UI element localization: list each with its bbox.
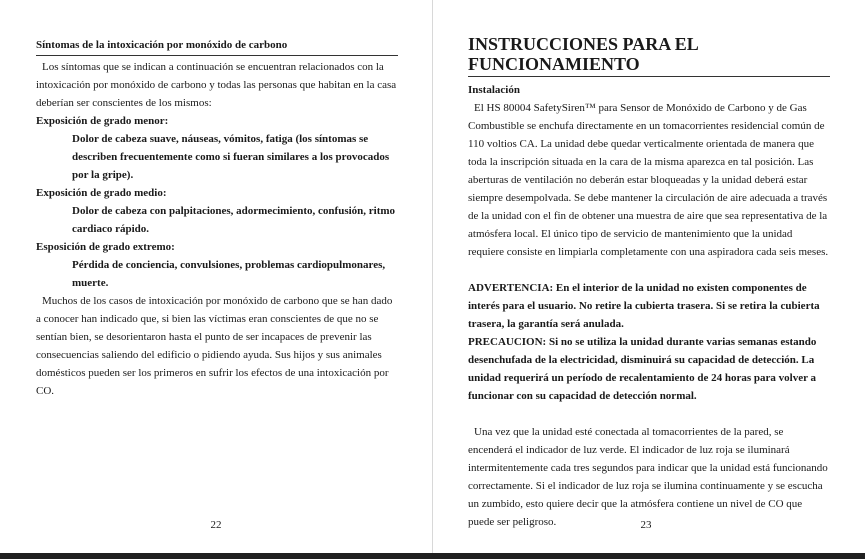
exposure-symptoms-extreme: Pérdida de conciencia, convulsiones, problemas cardiopulmonares, muerte.: [72, 259, 386, 289]
install-heading: Instalación: [468, 84, 520, 96]
title-rule: [468, 76, 830, 77]
install-text: El HS 80004 SafetySiren™ para Sensor de Monóxido de Carbono y de Gas Combustible se enchufa directamente en un tomacorrientes residencial común de 110 voltios CA. La unidad debe quedar verticalmente orientada de manera que toda la inscripción situada en la cara de la misma aparezca en tal posición. Las aberturas de ventilación no deberán estar bloqueadas y la unidad deberá estar siempre desempolvada. Se debe mantener la circulación de aire adecuada a través de la unidad con el fin de obtener una muestra de aire que sea representativa de la atmósfera local. El único tipo de servicio de mantenimiento que la unidad requiere consiste en limpiarla completamente con una aspiradora cada seis meses.: [468, 102, 829, 258]
left-page-content: [36, 36, 398, 400]
operation-text: Una vez que la unidad esté conectada al tomacorrientes de la pared, se encenderá el indicador de luz verde. El indicador de luz roja se iluminará intermitentemente cada tres segundos para indicar que la unidad está funcionando correctamente. Si el indicador de luz roja se ilumina continuamente y se escucha un zumbido, esto quiere decir que la atmósfera contiene un nivel de CO que puede ser peligroso.: [468, 426, 828, 528]
main-title-line-2: FUNCIONAMIENTO: [468, 54, 640, 74]
spacer: [468, 405, 830, 423]
section-title-symptoms: Síntomas de la intoxicación por monóxido de carbono: [36, 36, 398, 56]
exposure-symptoms-medium: Dolor de cabeza con palpitaciones, adormecimiento, confusión, ritmo cardiaco rápido.: [72, 205, 396, 235]
warning-notice: ADVERTENCIA: En el interior de la unidad no existen componentes de interés para el usuario. No retire la cubierta trasera. Si se retira la cubierta trasera, la garantía será anulada.: [468, 282, 820, 330]
caution-notice: PRECAUCION: Si no se utiliza la unidad durante varias semanas estando desenchufada de la electricidad, disminuirá su capacidad de detección. La unidad requerirá un período de recalentamiento de 24 horas para volver a funcionar con su capacidad de detección normal.: [468, 336, 817, 402]
symptoms-intro: Los síntomas que se indican a continuación se encuentran relacionados con la intoxicación por monóxido de carbono y todas las personas que habitan en la casa deberían ser conscientes de los mismos:: [36, 61, 397, 109]
symptoms-closing: Muchos de los casos de intoxicación por monóxido de carbono que se han dado a conocer han indicado que, si bien las víctimas eran conscientes de que no se sentían bien, se desorientaron hasta el punto de ser incapaces de prevenir las consecuencias saliendo del edificio o pidiendo ayuda. Sus hijos y sus animales domésticos pueden ser los primeros en sufrir los efectos de una intoxicación por CO.: [36, 295, 393, 397]
bottom-edge-bar: [0, 553, 865, 559]
exposure-label-minor: Exposición de grado menor:: [36, 115, 169, 127]
page-number-left: 22: [210, 519, 222, 531]
spacer: [468, 261, 830, 279]
exposure-label-medium: Exposición de grado medio:: [36, 187, 167, 199]
main-title-line-1: INSTRUCCIONES PARA EL: [468, 34, 699, 54]
left-page: [0, 0, 432, 559]
page-number-right: 23: [640, 519, 652, 531]
right-page: [432, 0, 865, 559]
exposure-symptoms-minor: Dolor de cabeza suave, náuseas, vómitos, fatiga (los síntomas se describen frecuentemente como si fueran similares a los provocados por la gripe).: [72, 133, 390, 181]
right-page-content: [468, 34, 830, 531]
exposure-label-extreme: Esposición de grado extremo:: [36, 241, 175, 253]
